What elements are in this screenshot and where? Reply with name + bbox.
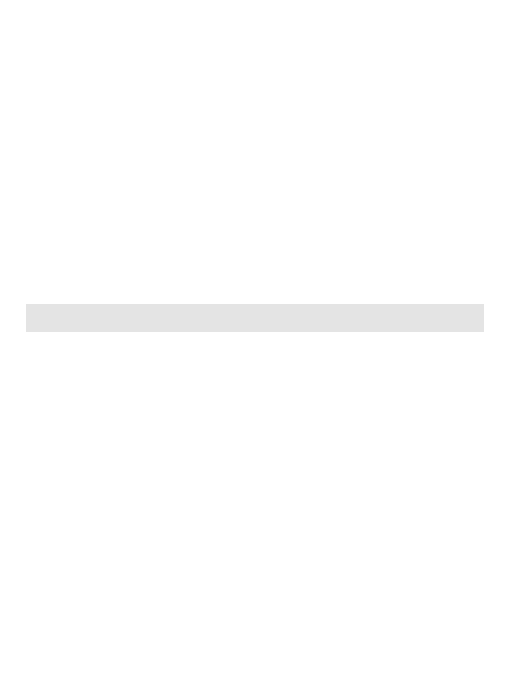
bottom-crochet-diagram [0,342,512,682]
diagram-caption [26,304,484,332]
top-crochet-diagram [0,0,512,300]
